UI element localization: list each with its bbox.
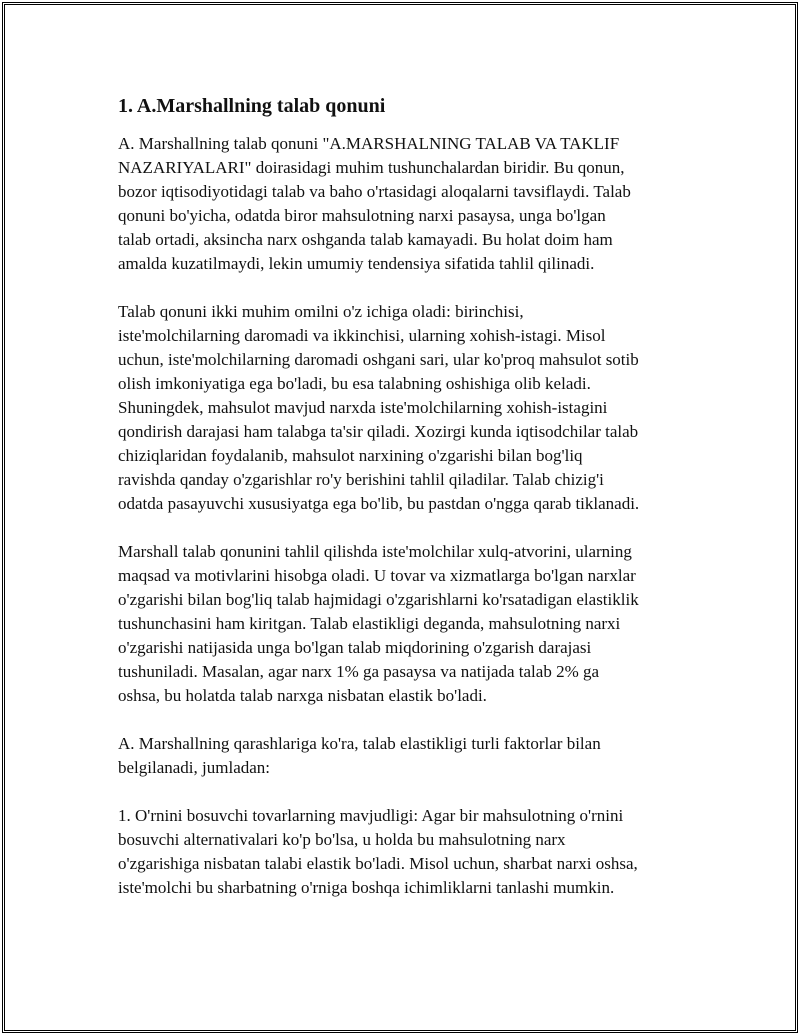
paragraph-3 bbox=[118, 540, 688, 708]
text-line: maqsad va motivlarini hisobga oladi. U tovar va xizmatlarga bo'lgan narxlar bbox=[118, 566, 636, 585]
text-line: iste'molchilarning daromadi va ikkinchisi, ularning xohish-istagi. Misol bbox=[118, 326, 606, 345]
text-line: Shuningdek, mahsulot mavjud narxda iste'molchilarning xohish-istagini bbox=[118, 398, 608, 417]
text-line: odatda pasayuvchi xususiyatga ega bo'lib, bu pastdan o'ngga qarab tiklanadi. bbox=[118, 494, 640, 513]
document-body bbox=[118, 92, 688, 924]
section-heading: 1. A.Marshallning talab qonuni bbox=[118, 95, 386, 117]
paragraph-5 bbox=[118, 804, 688, 900]
text-line: talab ortadi, aksincha narx oshganda talab kamayadi. Bu holat doim ham bbox=[118, 230, 613, 249]
paragraph-1 bbox=[118, 132, 688, 276]
text-line: tushunchasini ham kiritgan. Talab elastikligi deganda, mahsulotning narxi bbox=[118, 614, 621, 633]
text-line: belgilanadi, jumladan: bbox=[118, 758, 271, 777]
text-line: o'zgarishiga nisbatan talabi elastik bo'ladi. Misol uchun, sharbat narxi oshsa, bbox=[118, 854, 638, 873]
paragraph-2 bbox=[118, 300, 688, 516]
paragraph-4 bbox=[118, 732, 688, 780]
text-line: bozor iqtisodiyotidagi talab va baho o'rtasidagi aloqalarni tavsiflaydi. Talab bbox=[118, 182, 631, 201]
text-line: A. Marshallning qarashlariga ko'ra, talab elastikligi turli faktorlar bilan bbox=[118, 734, 601, 753]
text-line: 1. O'rnini bosuvchi tovarlarning mavjudligi: Agar bir mahsulotning o'rnini bbox=[118, 806, 624, 825]
text-line: iste'molchi bu sharbatning o'rniga boshqa ichimliklarni tanlashi mumkin. bbox=[118, 878, 615, 897]
text-line: o'zgarishi natijasida unga bo'lgan talab miqdorining o'zgarish darajasi bbox=[118, 638, 592, 657]
text-line: amalda kuzatilmaydi, lekin umumiy tendensiya sifatida tahlil qilinadi. bbox=[118, 254, 595, 273]
text-line: qondirish darajasi ham talabga ta'sir qiladi. Xozirgi kunda iqtisodchilar talab bbox=[118, 422, 639, 441]
text-line: oshsa, bu holatda talab narxga nisbatan elastik bo'ladi. bbox=[118, 686, 487, 705]
text-line: ravishda qanday o'zgarishlar ro'y berishini tahlil qiladilar. Talab chizig'i bbox=[118, 470, 604, 489]
text-line: NAZARIYALARI" doirasidagi muhim tushunchalardan biridir. Bu qonun, bbox=[118, 158, 625, 177]
text-line: chiziqlaridan foydalanib, mahsulot narxining o'zgarishi bilan bog'liq bbox=[118, 446, 583, 465]
text-line: Marshall talab qonunini tahlil qilishda iste'molchilar xulq-atvorini, ularning bbox=[118, 542, 632, 561]
text-line: olish imkoniyatiga ega bo'ladi, bu esa talabning oshishiga olib keladi. bbox=[118, 374, 591, 393]
text-line: bosuvchi alternativalari ko'p bo'lsa, u holda bu mahsulotning narx bbox=[118, 830, 566, 849]
text-line: tushuniladi. Masalan, agar narx 1% ga pasaysa va natijada talab 2% ga bbox=[118, 662, 600, 681]
text-line: qonuni bo'yicha, odatda biror mahsulotning narxi pasaysa, unga bo'lgan bbox=[118, 206, 606, 225]
text-line: o'zgarishi bilan bog'liq talab hajmidagi o'zgarishlarni ko'rsatadigan elastiklik bbox=[118, 590, 639, 609]
text-line: Talab qonuni ikki muhim omilni o'z ichiga oladi: birinchisi, bbox=[118, 302, 524, 321]
text-line: uchun, iste'molchilarning daromadi oshgani sari, ular ko'proq mahsulot sotib bbox=[118, 350, 639, 369]
text-line: A. Marshallning talab qonuni "A.MARSHALNING TALAB VA TAKLIF bbox=[118, 134, 620, 153]
